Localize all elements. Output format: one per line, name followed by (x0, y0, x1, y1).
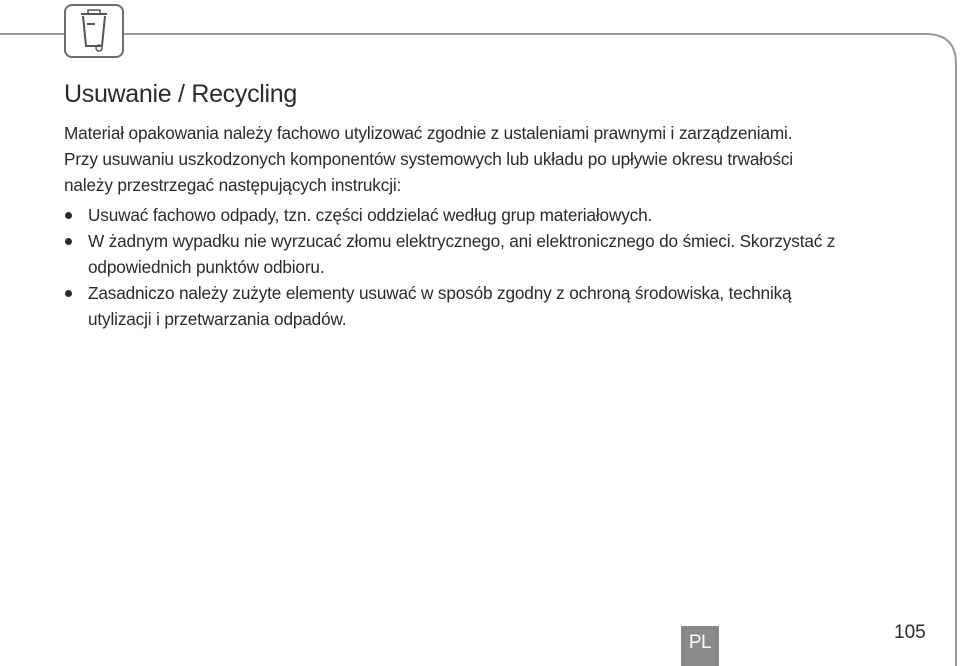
section-title: Usuwanie / Recycling (64, 80, 297, 108)
list-item (64, 280, 934, 332)
list-item (64, 202, 934, 228)
list-item (64, 228, 934, 280)
recycle-bin-icon (64, 4, 124, 58)
list-item-line: Usuwać fachowo odpady, tzn. części oddzielać według grup materiałowych. (88, 205, 653, 225)
language-tab: PL (681, 626, 719, 666)
list-item-line: odpowiednich punktów odbioru. (88, 257, 325, 277)
bullet-icon (65, 212, 72, 219)
list-item-line: utylizacji i przetwarzania odpadów. (88, 309, 347, 329)
intro-paragraph (64, 120, 934, 198)
bullet-icon (65, 238, 72, 245)
list-item-line: Zasadniczo należy zużyte elementy usuwać w sposób zgodny z ochroną środowiska, techniką (88, 283, 792, 303)
intro-line: Materiał opakowania należy fachowo utylizować zgodnie z ustaleniami prawnymi i zarządzeniami. (64, 123, 793, 143)
bullet-icon (65, 290, 72, 297)
intro-line: Przy usuwaniu uszkodzonych komponentów systemowych lub układu po upływie okresu trwałości (64, 149, 793, 169)
list-item-line: W żadnym wypadku nie wyrzucać złomu elektrycznego, ani elektronicznego do śmieci. Skorzystać z (88, 231, 836, 251)
page-number: 105 (894, 622, 926, 643)
instruction-list (64, 202, 934, 332)
body-text (64, 120, 934, 332)
intro-line: należy przestrzegać następujących instrukcji: (64, 175, 402, 195)
